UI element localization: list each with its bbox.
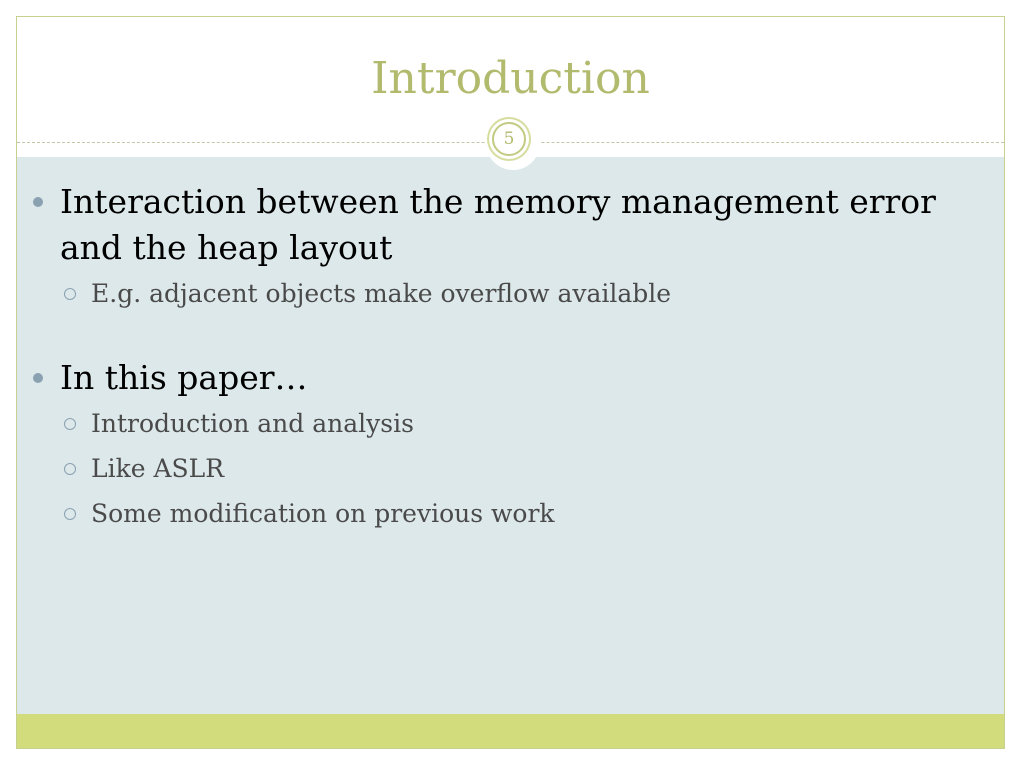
bullet-list: [27, 179, 977, 536]
sub-bullet-item: [27, 491, 977, 536]
slide-number-badge: [486, 116, 540, 170]
sub-bullet-item: [27, 446, 977, 491]
bullet-text: Interaction between the memory management error and the heap layout: [60, 182, 936, 267]
sub-bullet-ring-icon: [64, 508, 76, 520]
sub-bullet-ring-icon: [64, 418, 76, 430]
sub-bullet-ring-icon: [64, 288, 76, 300]
sub-bullet-ring-icon: [64, 463, 76, 475]
slide-number: 5: [492, 122, 526, 156]
sub-bullet-item: [27, 271, 977, 316]
sub-bullet-text: E.g. adjacent objects make overflow available: [91, 279, 672, 308]
bullet-text: In this paper…: [60, 358, 308, 397]
bullet-item: [27, 179, 977, 271]
bullet-dot-icon: [33, 197, 43, 207]
slide: [16, 16, 1005, 749]
sub-bullet-text: Some modification on previous work: [91, 499, 555, 528]
footer-bar: [17, 714, 1004, 748]
bullet-item: [27, 355, 977, 401]
bullet-dot-icon: [33, 373, 43, 383]
slide-title: Introduction: [371, 53, 650, 104]
sub-bullet-item: [27, 401, 977, 446]
sub-bullet-text: Introduction and analysis: [91, 409, 414, 438]
sub-bullet-text: Like ASLR: [91, 454, 225, 483]
